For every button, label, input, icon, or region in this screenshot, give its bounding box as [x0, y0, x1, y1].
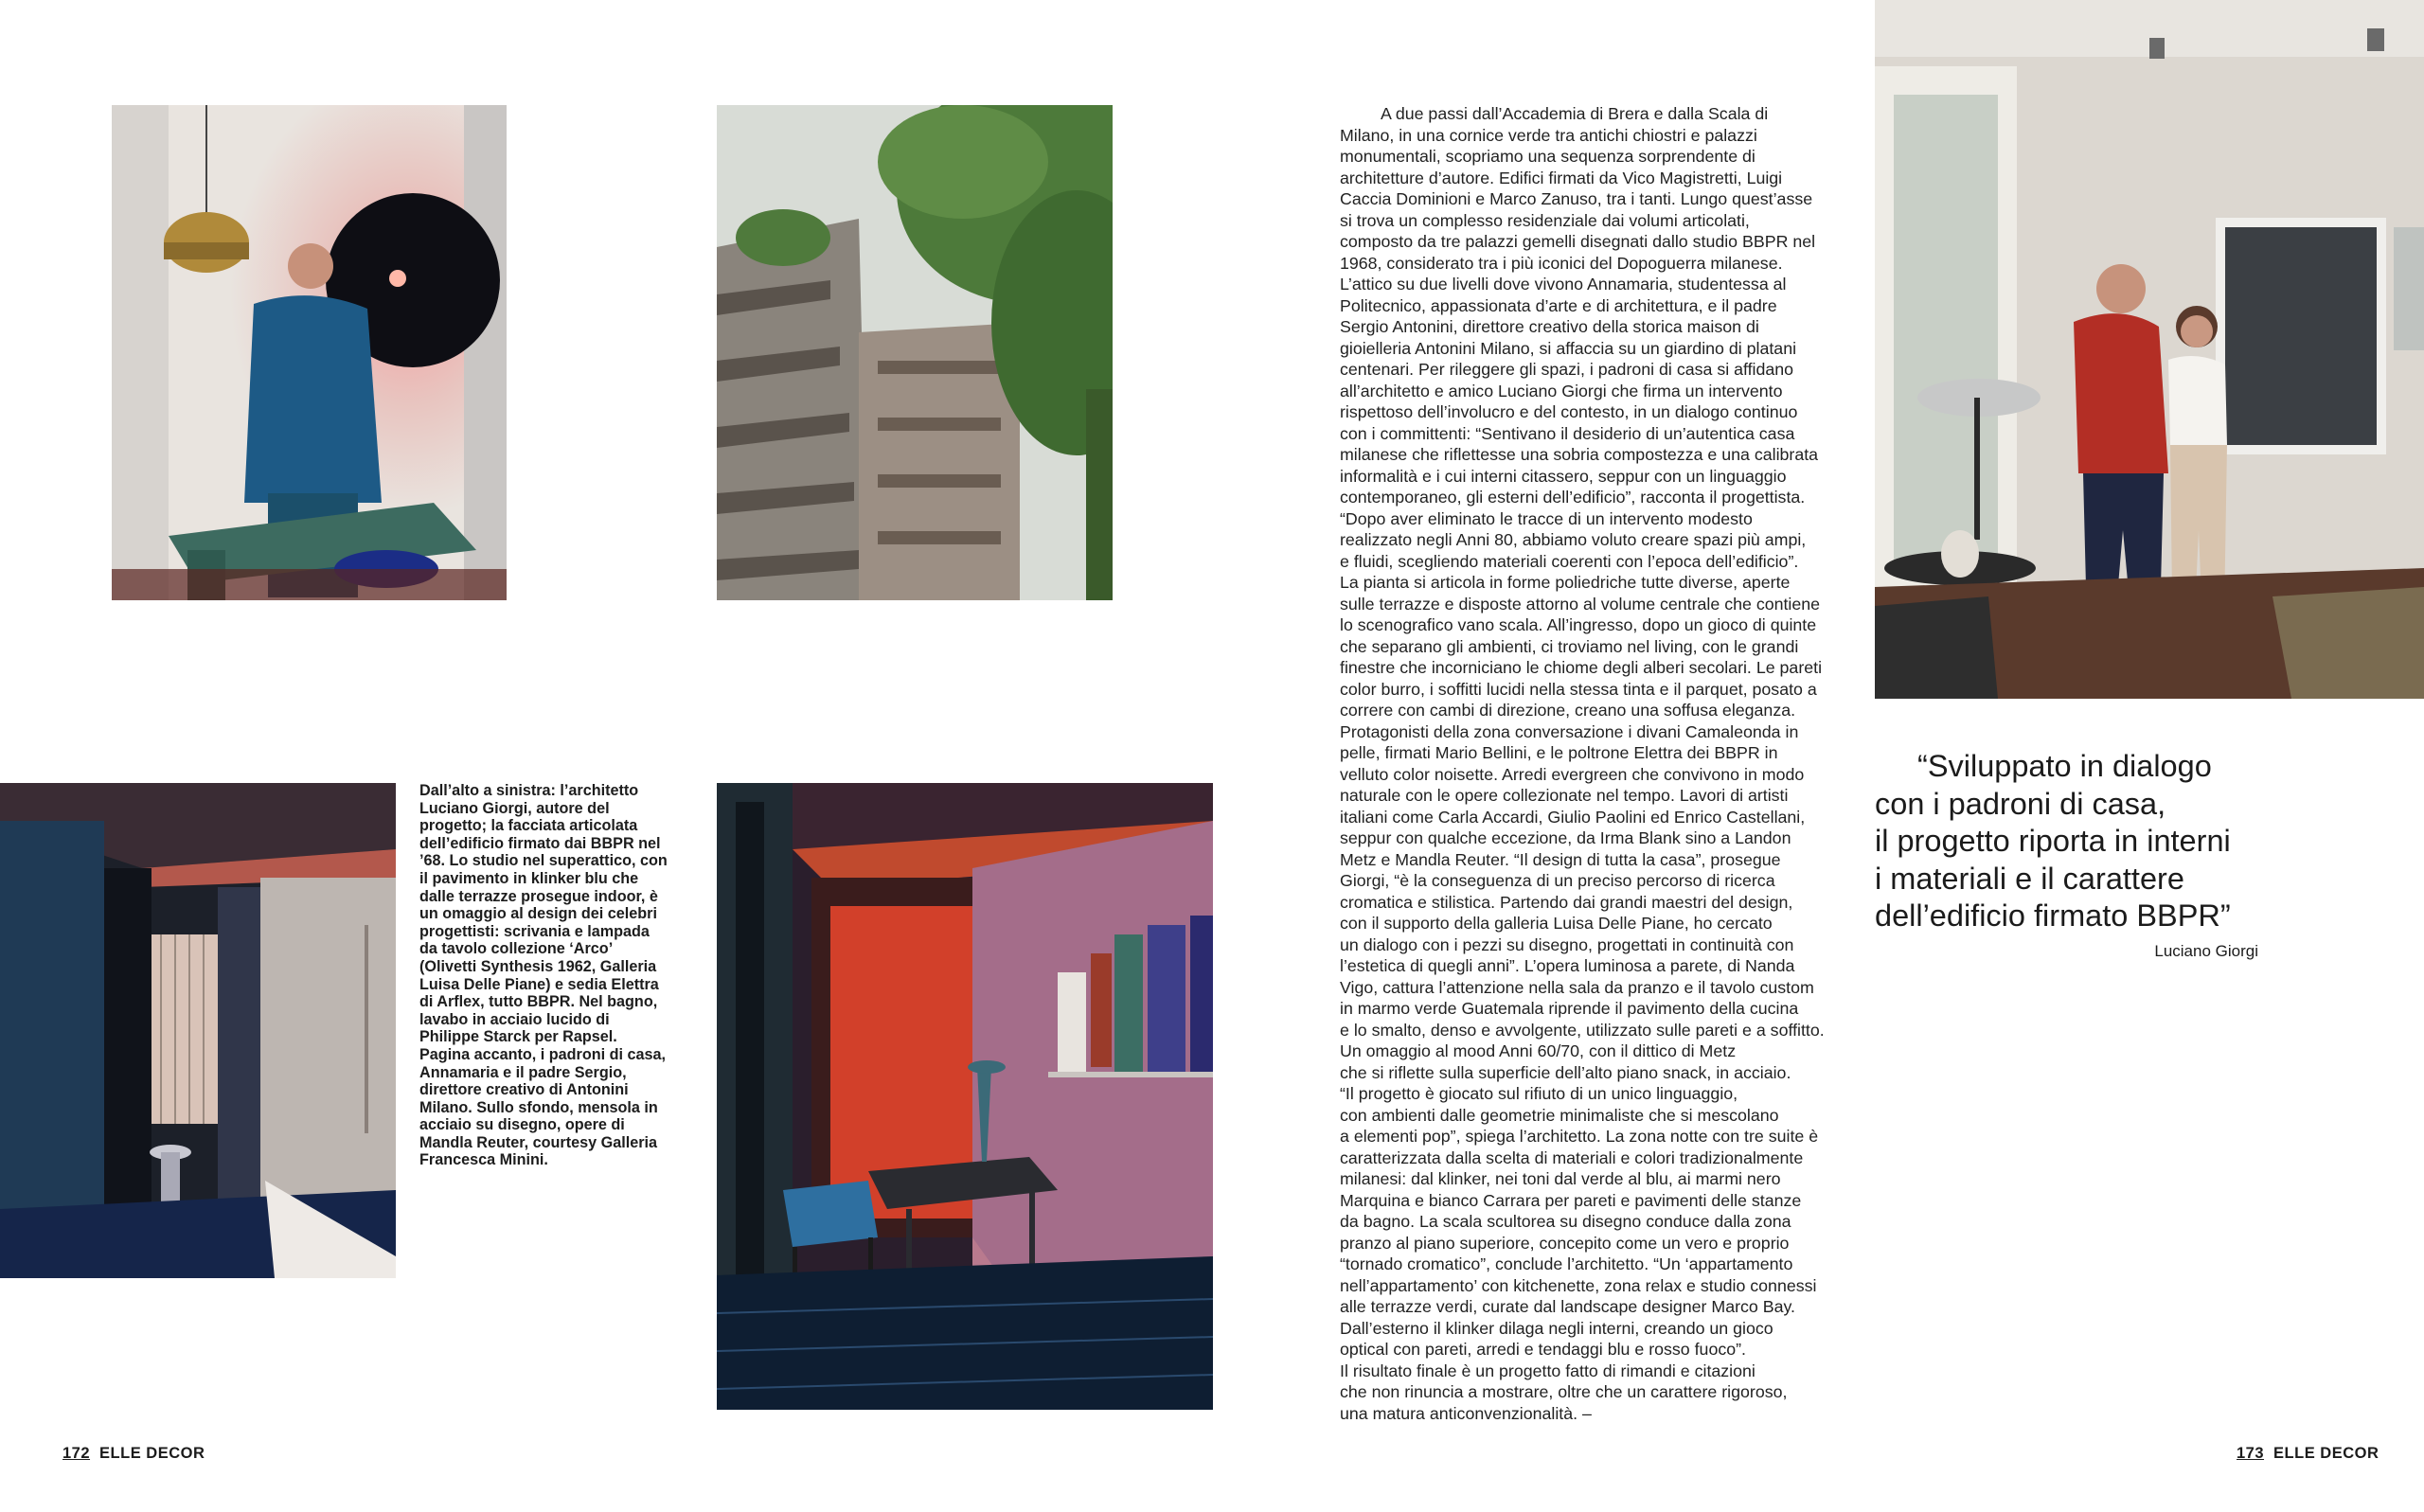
body-line: a elementi pop”, spiega l’architetto. La zona notte con tre suite è [1340, 1127, 1819, 1146]
body-line: Politecnico, appassionata d’arte e di architettura, e il padre [1340, 295, 1777, 315]
body-line: La pianta si articola in forme poliedriche tutte diverse, aperte [1340, 573, 1791, 592]
quote-line: dell’edificio firmato BBPR” [1875, 898, 2231, 933]
body-line: l’estetica di quegli anni”. L’opera luminosa a parete, di Nanda [1340, 956, 1795, 975]
body-line: pelle, firmati Mario Bellini, e le poltrone Elettra dei BBPR in [1340, 743, 1778, 762]
body-line: gioielleria Antonini Milano, si affaccia su un giardino di platani [1340, 338, 1797, 358]
body-line: informalità e i cui interni citassero, seppur con un linguaggio [1340, 466, 1787, 486]
body-line: architetture d’autore. Edifici firmati da Vico Magistretti, Luigi [1340, 168, 1783, 187]
body-line: Giorgi, “è la conseguenza di un preciso percorso di ricerca [1340, 871, 1775, 890]
body-line: Protagonisti della zona conversazione i divani Camaleonda in [1340, 721, 1799, 741]
magazine-name-left: ELLE DECOR [99, 1445, 205, 1462]
magazine-name-right: ELLE DECOR [2273, 1445, 2379, 1462]
body-line: in marmo verde Guatemala riprende il pavimento della cucina [1340, 999, 1799, 1018]
body-line: nell’appartamento’ con kitchenette, zona relax e studio connessi [1340, 1275, 1817, 1295]
body-line: che separano gli ambienti, ci troviamo nel living, con le grandi [1340, 636, 1799, 656]
body-line: lo scenografico vano scala. All’ingresso, dopo un gioco di quinte [1340, 615, 1817, 634]
quote-author: Luciano Giorgi [2154, 942, 2258, 960]
body-line: optical con pareti, arredi e tendaggi blu e rosso fuoco”. [1340, 1340, 1746, 1359]
article-body [1340, 103, 1839, 1424]
body-line: con il supporto della galleria Luisa Delle Piane, ho cercato [1340, 914, 1773, 933]
page-number-right: 173 [2237, 1445, 2265, 1462]
body-line: che non rinuncia a mostrare, oltre che un carattere rigoroso, [1340, 1382, 1788, 1401]
photo-caption: Dall’alto a sinistra: l’architetto Luciano Giorgi, autore del progetto; la facciata articolata dell’edificio firmato dai BBPR nel ’68. Lo studio nel superattico, con il pavimento in klinker blu che dalle terrazze prosegue indoor, è un omaggio al design dei celebri progettisti: scrivania e lampada da tavolo collezione ‘Arco’ (Olivetti Synthesis 1962, Galleria Luisa Delle Piane) e sedia Elettra di Arflex, tutto BBPR. Nel bagno, lavabo in acciaio lucido di Philippe Starck per Rapsel. Pagina accanto, i padroni di casa, Annamaria e il padre Sergio, direttore creativo di Antonini Milano. Sullo sfondo, mensola in acciaio su disegno, opere di Mandla Reuter, courtesy Galleria Francesca Minini. [419, 782, 668, 1169]
body-line: pranzo al piano superiore, concepito come un vero e proprio [1340, 1233, 1790, 1253]
body-line: 1968, considerato tra i più iconici del Dopoguerra milanese. [1340, 253, 1783, 273]
body-line: correre con cambi di direzione, creano una soffusa eleganza. [1340, 701, 1796, 720]
body-line: che si riflette sulla superficie dell’alto piano snack, in acciaio. [1340, 1062, 1791, 1082]
body-line: rispettoso dell’involucro e del contesto, in un dialogo continuo [1340, 402, 1798, 421]
body-line: da bagno. La scala scultorea su disegno conduce dalla zona [1340, 1212, 1791, 1231]
body-line: sulle terrazze e disposte attorno al volume centrale che contiene [1340, 594, 1821, 614]
body-line: italiani come Carla Accardi, Giulio Paolini ed Enrico Castellani, [1340, 807, 1806, 827]
body-line: contemporaneo, gli esterni dell’edificio”, racconta il progettista. [1340, 488, 1806, 507]
corridor-bathroom-photo [0, 783, 396, 1278]
body-line: “Il progetto è giocato sul rifiuto di un unico linguaggio, [1340, 1084, 1738, 1103]
body-line: Un omaggio al mood Anni 60/70, con il dittico di Metz [1340, 1041, 1737, 1060]
body-line: Metz e Mandla Reuter. “Il design di tutta la casa”, prosegue [1340, 849, 1781, 869]
body-line: A due passi dall’Accademia di Brera e dalla Scala di [1381, 104, 1769, 123]
body-line: Marquina e bianco Carrara per pareti e pavimenti delle stanze [1340, 1190, 1802, 1210]
pull-quote [1875, 748, 2272, 935]
body-line: velluto color noisette. Arredi evergreen che convivono in modo [1340, 764, 1805, 784]
body-line: finestre che incorniciano le chiome degli alberi secolari. Le pareti [1340, 658, 1823, 677]
architect-portrait-photo [112, 105, 507, 600]
body-line: Caccia Dominioni e Marco Zanuso, tra i tanti. Lungo quest’asse [1340, 189, 1813, 208]
body-line: Il risultato finale è un progetto fatto di rimandi e citazioni [1340, 1361, 1756, 1380]
body-line: un dialogo con i pezzi su disegno, progettati in continuità con [1340, 934, 1794, 954]
body-line: “tornado cromatico”, conclude l’architetto. “Un ‘appartamento [1340, 1254, 1793, 1273]
body-line: milanese che riflettesse una sobria compostezza e una calibrata [1340, 445, 1819, 464]
body-line: milanesi: dal klinker, nei toni dal verde al blu, ai marmi nero [1340, 1169, 1781, 1188]
body-line: seppur con qualche eccezione, da Irma Blank sino a Landon [1340, 828, 1791, 847]
body-line: con i committenti: “Sentivano il desiderio di un’autentica casa [1340, 423, 1795, 443]
body-line: con ambienti dalle geometrie minimaliste che si mescolano [1340, 1105, 1779, 1125]
body-line: realizzato negli Anni 80, abbiamo voluto creare spazi più ampi, [1340, 530, 1807, 549]
body-line: Sergio Antonini, direttore creativo della storica maison di [1340, 317, 1759, 336]
quote-line: i materiali e il carattere [1875, 861, 2184, 896]
body-line: L’attico su due livelli dove vivono Annamaria, studentessa al [1340, 275, 1787, 294]
body-line: caratterizzata dalla scelta di materiali e colori tradizionalmente [1340, 1147, 1804, 1167]
body-line: Vigo, cattura l’attenzione nella sala da pranzo e il tavolo custom [1340, 977, 1814, 997]
body-line: una matura anticonvenzionalità. – [1340, 1403, 1592, 1423]
body-line: e fluidi, scegliendo materiali coerenti con l’epoca dell’edificio”. [1340, 551, 1799, 571]
body-line: naturale con le opere collezionate nel tempo. Lavori di artisti [1340, 786, 1789, 805]
body-line: color burro, i soffitti lucidi nella stessa tinta e il parquet, posato a [1340, 679, 1817, 699]
quote-line: con i padroni di casa, [1875, 786, 2166, 821]
folio-left [62, 1445, 205, 1463]
body-line: Dall’esterno il klinker dilaga negli interni, creando un gioco [1340, 1318, 1773, 1338]
body-line: alle terrazze verdi, curate dal landscape designer Marco Bay. [1340, 1297, 1795, 1316]
body-line: si trova un complesso residenziale dai volumi articolati, [1340, 210, 1750, 230]
building-facade-photo [717, 105, 1113, 600]
body-line: composto da tre palazzi gemelli disegnati dallo studio BBPR nel [1340, 232, 1816, 251]
quote-line: il progetto riporta in interni [1875, 824, 2231, 858]
body-line: centenari. Per rileggere gli spazi, i padroni di casa si affidano [1340, 360, 1794, 379]
folio-right [2237, 1445, 2379, 1463]
body-line: all’architetto e amico Luciano Giorgi che firma un intervento [1340, 381, 1783, 400]
body-line: monumentali, scopriamo una sequenza sorprendente di [1340, 147, 1756, 166]
body-line: “Dopo aver eliminato le tracce di un intervento modesto [1340, 508, 1753, 528]
owners-portrait-photo [1875, 0, 2424, 699]
page-number-left: 172 [62, 1445, 91, 1462]
studio-desk-photo [717, 783, 1213, 1410]
quote-line: “Sviluppato in dialogo [1917, 749, 2212, 783]
body-line: Milano, in una cornice verde tra antichi chiostri e palazzi [1340, 125, 1757, 145]
body-line: cromatica e stilistica. Partendo dai grandi maestri del design, [1340, 892, 1793, 912]
body-line: e lo smalto, denso e avvolgente, utilizzato sulle pareti e a soffitto. [1340, 1020, 1825, 1040]
